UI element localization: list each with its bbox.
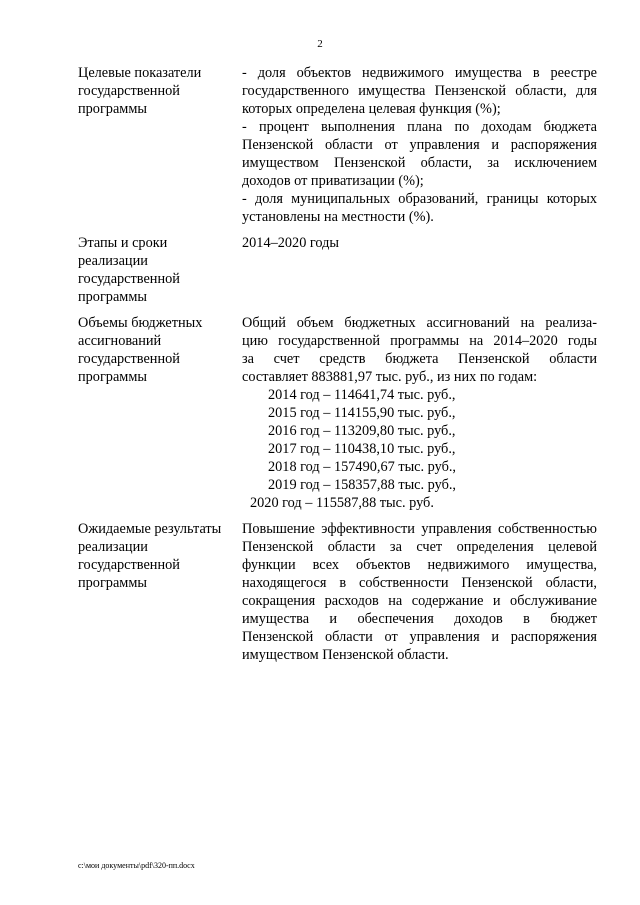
value-target-indicators [242, 64, 597, 226]
label-target-indicators [78, 64, 242, 226]
budget-year-2014: 2014 год – 114641,74 тыс. руб., [268, 387, 456, 403]
label-line: Целевые показатели [78, 65, 202, 81]
value-line: которых определена целевая функция (%); [242, 101, 501, 117]
value-line: установлены на местности (%). [242, 209, 434, 225]
value-line: государственного имущества Пензенской области, для [242, 83, 597, 99]
row-budget-allocations [78, 314, 598, 512]
value-line: цию государственной программы на 2014–2020 годы [242, 333, 597, 349]
budget-year-2020: 2020 год – 115587,88 тыс. руб. [250, 495, 434, 511]
value-line: - доля муниципальных образований, границы которых [242, 191, 597, 207]
label-line: Этапы и сроки [78, 235, 168, 251]
label-budget-allocations [78, 314, 242, 512]
value-line: - процент выполнения плана по доходам бюджета [242, 119, 597, 135]
row-expected-results [78, 520, 598, 664]
value-budget-allocations [242, 314, 597, 512]
label-line: программы [78, 575, 148, 591]
label-line: государственной [78, 557, 180, 573]
value-line: Общий объем бюджетных ассигнований на реализа- [242, 315, 597, 331]
row-stages-and-terms [78, 234, 598, 306]
value-line: - доля объектов недвижимого имущества в реестре [242, 65, 597, 81]
value-line: имущества и обеспечения доходов в бюджет [242, 611, 597, 627]
label-line: Объемы бюджетных [78, 315, 203, 331]
label-line: программы [78, 289, 148, 305]
budget-year-2018: 2018 год – 157490,67 тыс. руб., [268, 459, 457, 475]
label-line: государственной [78, 83, 180, 99]
footer-file-path: c:\мои документы\pdf\320-пп.docx [78, 861, 195, 870]
budget-year-2019: 2019 год – 158357,88 тыс. руб., [268, 477, 457, 493]
value-line: Пензенской области от управления и распоряжения [242, 629, 597, 645]
label-line: программы [78, 369, 148, 385]
row-target-indicators [78, 64, 598, 226]
value-expected-results [242, 520, 597, 664]
value-line: за счет средств бюджета Пензенской области [242, 351, 597, 367]
value-line: 2014–2020 годы [242, 235, 340, 251]
value-line: Пензенской области от управления и распоряжения [242, 137, 597, 153]
budget-year-2015: 2015 год – 114155,90 тыс. руб., [268, 405, 456, 421]
value-line: находящегося в собственности Пензенской области, [242, 575, 597, 591]
value-line: функции всех объектов недвижимого имущества, [242, 557, 597, 573]
label-line: реализации [78, 253, 148, 269]
label-line: Ожидаемые результаты [78, 521, 222, 537]
value-stages-and-terms [242, 234, 597, 306]
value-line: составляет 883881,97 тыс. руб., из них по годам: [242, 369, 538, 385]
label-expected-results [78, 520, 242, 664]
value-line: Пензенской области за счет определения целевой [242, 539, 597, 555]
label-line: ассигнований [78, 333, 162, 349]
value-line: доходов от приватизации (%); [242, 173, 424, 189]
label-line: государственной [78, 351, 180, 367]
budget-year-2017: 2017 год – 110438,10 тыс. руб., [268, 441, 456, 457]
page-number: 2 [317, 38, 323, 50]
value-line: сокращения расходов на содержание и обслуживание [242, 593, 597, 609]
label-line: реализации [78, 539, 148, 555]
value-line: имуществом Пензенской области. [242, 647, 449, 663]
label-stages-and-terms [78, 234, 242, 306]
value-line: Повышение эффективности управления собственностью [242, 521, 597, 537]
label-line: программы [78, 101, 148, 117]
budget-year-2016: 2016 год – 113209,80 тыс. руб., [268, 423, 456, 439]
label-line: государственной [78, 271, 180, 287]
value-line: имуществом Пензенской области, за исключением [242, 155, 597, 171]
program-passport-table [78, 64, 598, 672]
